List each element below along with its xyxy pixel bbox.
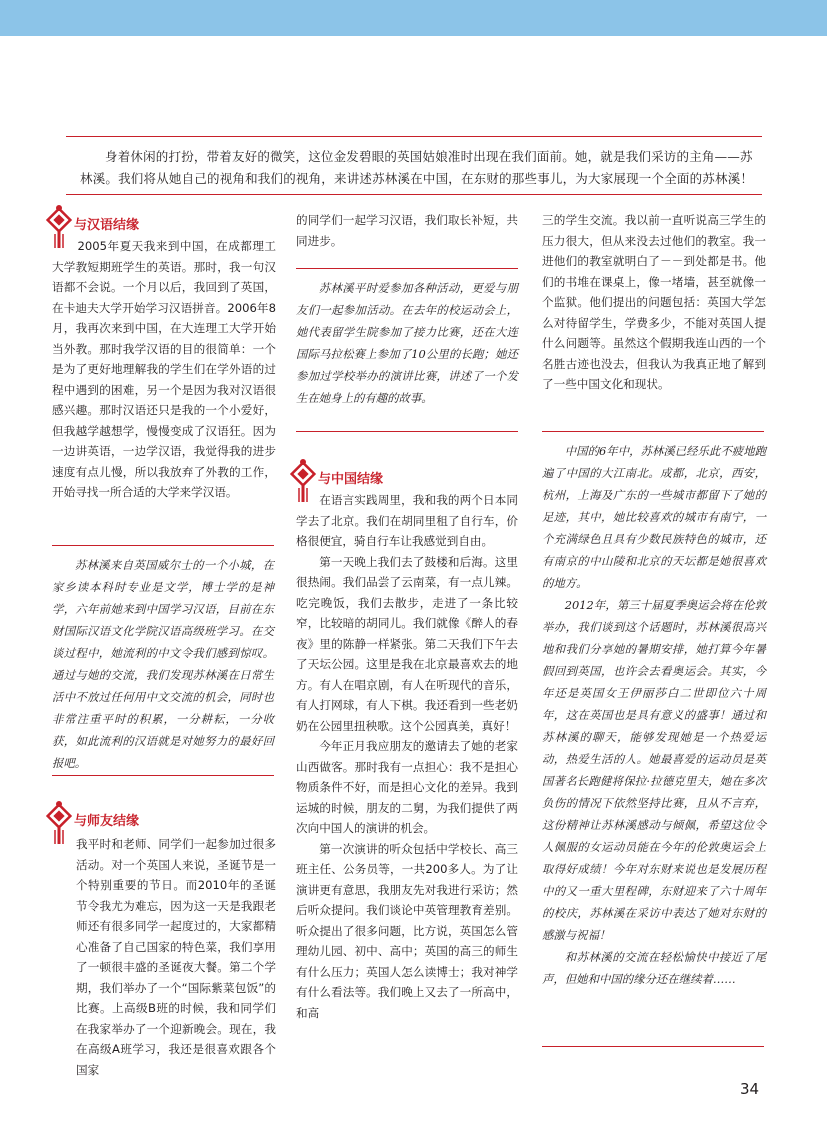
- page-number: 34: [740, 1080, 760, 1098]
- column-1-lower: [52, 808, 276, 1080]
- section-header-teachers: [52, 808, 276, 834]
- chinese-paragraph: 2005年夏天我来到中国，在成都理工大学教短期班学生的英语。那时，我一句汉语都不会说。一个月以后，我回到了英国，在卡迪夫大学开始学习汉语拼音。2006年8月，我再次来到中国，在大连理工大学开始当外教。那时我学汉语的目的很简单：一个是为了更好地理解我的学生们在学外语的过程中遇到的困难，另一个是因为我对汉语很感兴趣。那时汉语还只是我的一个小爱好，但我越学越想学，慢慢变成了汉语狂。因为一边讲英语，一边学汉语，我觉得我的进步速度有点儿慢，所以我放弃了外教的工作，开始寻找一所合适的大学来学汉语。: [52, 239, 276, 499]
- chinese-knot-icon: [290, 458, 316, 504]
- box2-bottom-rule: [296, 431, 518, 432]
- section-header-china: [296, 466, 518, 492]
- section-header-chinese: [52, 212, 276, 236]
- intro-top-rule: [66, 136, 762, 137]
- china-paragraph-4: 第一次演讲的听众包括中学校长、高三班主任、公务员等，一共200多人。为了让演讲更有意思，我朋友先对我进行采访；然后听众提问。我们谈论中英管理教育差别。听众提出了很多问题，比方说，英国怎么管理幼儿园、初中、高中；英国的高三的师生有什么压力；英国人怎么读博士；我对神学有什么看法等。我们晚上又去了一所高中，和高: [296, 841, 518, 1020]
- col3-continuation: 三的学生交流。我以前一直听说高三学生的压力很大，但从来没去过他们的教室。我一进他们的教室就明白了－－到处都是书。他们的书堆在课桌上，像一堵墙，甚至就像一个监狱。他们提出的问题包括：英国大学怎么对待留学生，学费多少，不能对英国人提什么问题等。虽然这个假期我连山西的一个名胜古迹也没去，但我认为我真正地了解到了一些中国文化和现状。: [542, 213, 766, 391]
- column-1: [52, 212, 276, 503]
- section-title-teachers: 与师友结缘: [74, 814, 140, 829]
- box2: [296, 277, 518, 409]
- box2-text: 苏林溪平时爱参加各种活动，更爱与朋友们一起参加活动。在去年的校运动会上，她代表留学生院参加了接力比赛，还在大连国际马拉松赛上参加了10公里的长跑；她还参加过学校举办的演讲比赛，讲述了一个发生在她身上的有趣的故事。: [296, 281, 518, 405]
- teachers-paragraph: 我平时和老师、同学们一起参加过很多活动。对一个英国人来说，圣诞节是一个特别重要的节日。而2010年的圣诞节令我尤为难忘，因为这一天是我跟老师还有很多同学一起度过的，大家都精心准备了自己国家的特色菜，我们享用了一顿很丰盛的圣诞夜大餐。第二个学期，我们举办了一个“国际紫菜包饭”的比赛。上高级B班的时候，我和同学们在我家举办了一个迎新晚会。现在，我在高级A班学习，我还是很喜欢跟各个国家: [76, 837, 276, 1077]
- intro-bottom-rule: [66, 194, 762, 195]
- column-3: [542, 210, 766, 395]
- section-title-chinese: 与汉语结缘: [74, 218, 140, 233]
- box1: [52, 554, 274, 774]
- box1-top-rule: [52, 545, 274, 546]
- china-paragraph-2: 第一天晚上我们去了鼓楼和后海。这里很热闹。我们品尝了云南菜，有一点儿辣。吃完晚饭，我们去散步，走进了一条比较窄，比较暗的胡同儿。我们就像《醉人的春夜》里的陈静一样紧张。第二天我们下午去了天坛公园。这里是我在北京最喜欢去的地方。有人在唱京剧，有人在听现代的音乐，有人打网球，有人下棋。我还看到一些老奶奶在公园里扭秧歌。这个公园真美，真好！: [296, 554, 518, 733]
- chinese-knot-icon: [46, 800, 72, 846]
- china-paragraph-3: 今年正月我应朋友的邀请去了她的老家山西做客。那时我有一点担心：我不是担心物质条件不好，而是担心文化的差异。我到运城的时候，朋友的二舅，为我们提供了两次向中国人的演讲的机会。: [296, 739, 518, 835]
- box3-paragraph-1: 中国的6年中，苏林溪已经乐此不疲地跑遍了中国的大江南北。成都，北京，西安，杭州，上海及广东的一些城市都留下了她的足迹，其中，她比较喜欢的城市有南宁，一个充满绿色且具有少数民族特色的城市，还有南京的中山陵和北京的天坛都是她很喜欢的地方。: [542, 444, 766, 590]
- box3-top-rule: [542, 431, 764, 432]
- chinese-knot-icon: [46, 204, 72, 250]
- china-paragraph-1: 在语言实践周里，我和我的两个日本同学去了北京。我们在胡同里租了自行车，价格很便宜，骑自行车让我感觉到自由。: [296, 493, 518, 548]
- box2-top-rule: [296, 268, 518, 269]
- box1-text: 苏林溪来自英国威尔士的一个小城，在家乡读本科时专业是文学，博士学的是神学，六年前她来到中国学习汉语，目前在东财国际汉语文化学院汉语高级班学习。在交谈过程中，她流利的中文令我们感到惊叹。通过与她的交流，我们发现苏林溪在日常生活中不放过任何用中文交流的机会，同时也非常注重平时的积累，一分耕耘，一分收获，如此流利的汉语就是对她努力的最好回报吧。: [52, 558, 274, 770]
- section-title-china: 与中国结缘: [318, 472, 384, 487]
- col2-continuation: 的同学们一起学习汉语，我们取长补短，共同进步。: [296, 213, 518, 248]
- intro-paragraph: 身着休闲的打扮，带着友好的微笑，这位金发碧眼的英国姑娘准时出现在我们面前。她，就是我们采访的主角——苏林溪。我们将从她自己的视角和我们的视角，来讲述苏林溪在中国，在东财的那些事儿，为大家展现一个全面的苏林溪！: [80, 149, 754, 186]
- box3-bottom-rule: [542, 1046, 764, 1047]
- box3-paragraph-3: 和苏林溪的交流在轻松愉快中接近了尾声，但她和中国的缘分还在继续着……: [542, 950, 766, 986]
- column-2-lower: [296, 466, 518, 1023]
- top-color-band: [0, 0, 827, 36]
- box1-bottom-rule: [52, 775, 274, 776]
- box3-paragraph-2: 2012年，第三十届夏季奥运会将在伦敦举办，我们谈到这个话题时，苏林溪很高兴地和我们分享她的暑期安排，她打算今年暑假回到英国，也许会去看奥运会。其实，今年还是英国女王伊丽莎白二世即位六十周年，这在英国也是具有意义的盛事！通过和苏林溪的聊天，能够发现她是一个热爱运动，热爱生活的人。她最喜爱的运动员是英国著名长跑健将保拉·拉德克里夫，她在多次负伤的情况下依然坚持比赛，且从不言弃，这份精神让苏林溪感动与倾佩，希望这位令人佩服的女运动员能在今年的伦敦奥运会上取得好成绩！今年对东财来说也是发展历程中的又一重大里程碑，东财迎来了六十周年的校庆，苏林溪在采访中表达了她对东财的感激与祝福！: [542, 598, 766, 942]
- column-2: [296, 210, 518, 251]
- box3: [542, 440, 766, 990]
